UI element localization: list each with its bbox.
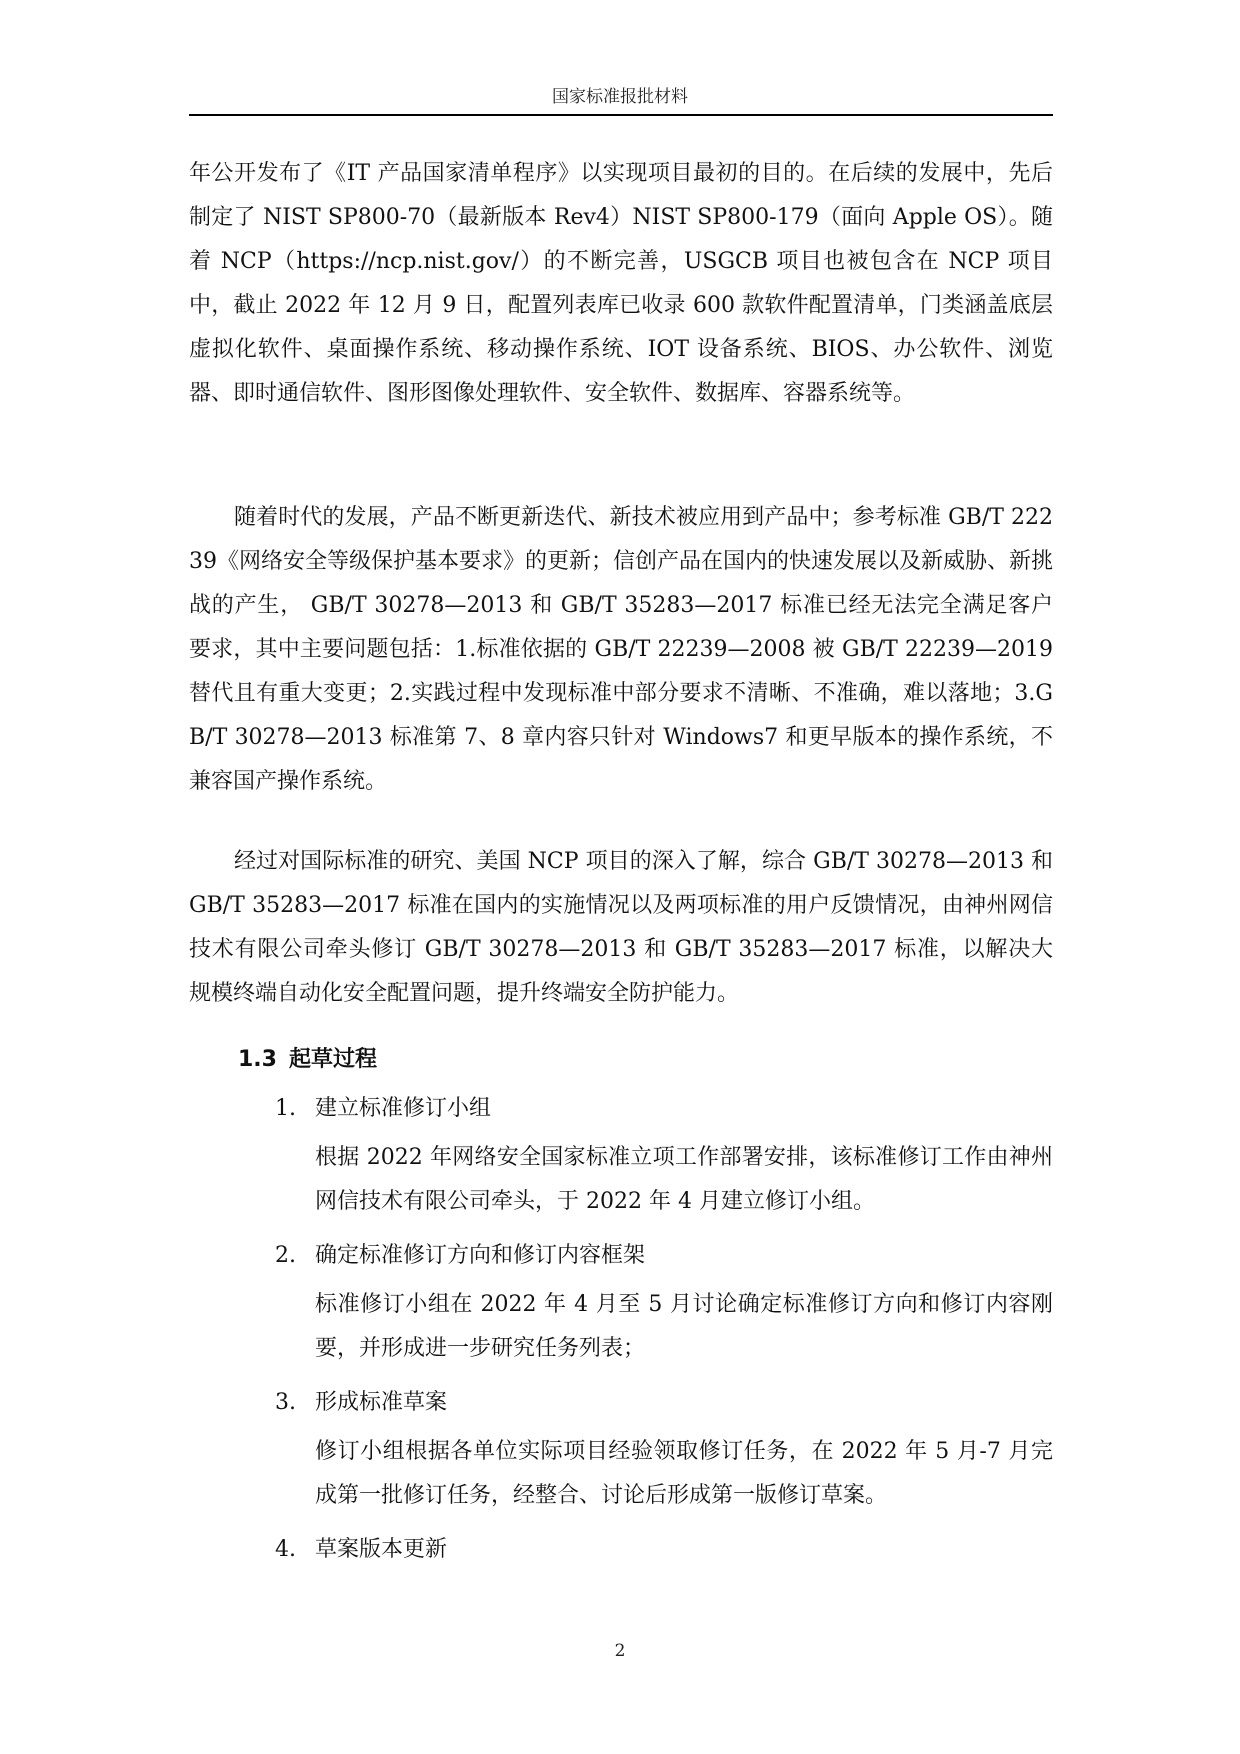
paragraph-revision-reasons: 随着时代的发展，产品不断更新迭代、新技术被应用到产品中；参考标准 GB/T 22239《网络安全等级保护基本要求》的更新；信创产品在国内的快速发展以及新威胁、新挑战的产生， GB/T 30278—2013 和 GB/T 35283—2017 标准已经无法完全满足客户要求，其中主要问题包括：1.标准依据的 GB/T 22239—2008 被 GB/T 22239—2019 替代且有重大变更；2.实践过程中发现标准中部分要求不清晰、不准确，难以落地；3.GB/T 30278—2013 标准第 7、8 章内容只针对 Windows7 和更早版本的操作系统，不兼容国产操作系统。 <box>189 505 1053 794</box>
step-title: 建立标准修订小组 <box>315 1096 492 1121</box>
step-description: 修订小组根据各单位实际项目经验领取修订任务，在 2022 年 5 月-7 月完成第一批修订任务，经整合、讨论后形成第一版修订草案。 <box>315 1439 1053 1508</box>
step-number: 4. <box>275 1537 296 1562</box>
step-number: 3. <box>275 1390 296 1415</box>
step-number: 2. <box>275 1243 296 1268</box>
step-title: 草案版本更新 <box>315 1537 448 1562</box>
section-heading-drafting-process <box>238 1038 377 1082</box>
step-title: 形成标准草案 <box>315 1390 448 1415</box>
header-divider <box>189 114 1053 116</box>
step-description: 根据 2022 年网络安全国家标准立项工作部署安排，该标准修订工作由神州网信技术有限公司牵头，于 2022 年 4 月建立修订小组。 <box>315 1145 1053 1214</box>
page-header-title: 国家标准报批材料 <box>552 87 688 107</box>
step-number: 1. <box>275 1096 296 1121</box>
step-title: 确定标准修订方向和修订内容框架 <box>315 1243 646 1268</box>
paragraph-ncp-background: 年公开发布了《IT 产品国家清单程序》以实现项目最初的目的。在后续的发展中，先后制定了 NIST SP800-70（最新版本 Rev4）NIST SP800-179（面向 Apple OS）。随着 NCP（https://ncp.nist.gov/）的不断完善，USGCB 项目也被包含在 NCP 项目中，截止 2022 年 12 月 9 日，配置列表库已收录 600 款软件配置清单，门类涵盖底层虚拟化软件、桌面操作系统、移动操作系统、IOT 设备系统、BIOS、办公软件、浏览器、即时通信软件、图形图像处理软件、安全软件、数据库、容器系统等。 <box>189 161 1053 406</box>
paragraph-revision-lead: 经过对国际标准的研究、美国 NCP 项目的深入了解，综合 GB/T 30278—2013 和 GB/T 35283—2017 标准在国内的实施情况以及两项标准的用户反馈情况，由神州网信技术有限公司牵头修订 GB/T 30278—2013 和 GB/T 35283—2017 标准，以解决大规模终端自动化安全配置问题，提升终端安全防护能力。 <box>189 849 1053 1006</box>
step-description: 标准修订小组在 2022 年 4 月至 5 月讨论确定标准修订方向和修订内容刚要，并形成进一步研究任务列表； <box>315 1292 1053 1361</box>
section-title: 起草过程 <box>288 1047 377 1072</box>
section-number: 1.3 <box>238 1047 277 1072</box>
page-number: 2 <box>614 1641 626 1661</box>
